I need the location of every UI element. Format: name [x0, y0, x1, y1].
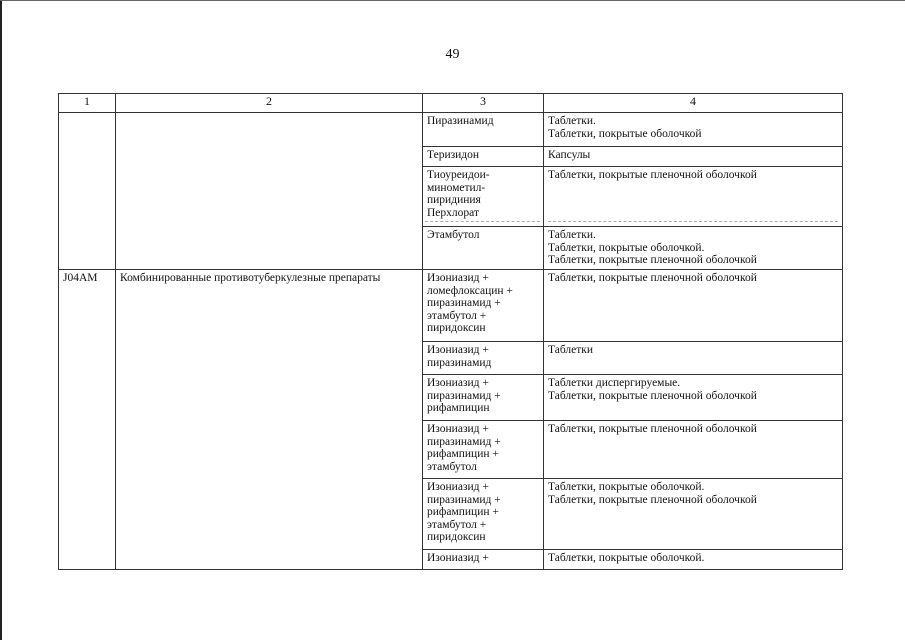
- column-header-1: 1: [59, 94, 116, 113]
- substance-cell: Изониазид + пиразинамид + рифампицин + этамбутол + пиридоксин: [423, 479, 544, 550]
- column-header-2: 2: [116, 94, 423, 113]
- substance-cell: Этамбутол: [423, 227, 544, 270]
- drug-table: [58, 93, 843, 570]
- dosage-form-cell: Таблетки. Таблетки, покрытые оболочкой: [544, 113, 843, 147]
- dosage-form-cell: Таблетки, покрытые пленочной оболочкой: [544, 167, 843, 227]
- dosage-form-cell: Таблетки. Таблетки, покрытые оболочкой. Таблетки, покрытые пленочной оболочкой: [544, 227, 843, 270]
- atc-code-cell: J04AM: [59, 270, 116, 570]
- substance-cell: Изониазид + пиразинамид + рифампицин + этамбутол: [423, 421, 544, 479]
- scan-artifact-line: [425, 221, 540, 222]
- page-number: 49: [445, 47, 460, 62]
- column-header-4: 4: [544, 94, 843, 113]
- atc-code-cell: [59, 113, 116, 270]
- substance-cell: Пиразинамид: [423, 113, 544, 147]
- table-row: [59, 113, 843, 147]
- dosage-form-cell: Таблетки, покрытые пленочной оболочкой: [544, 270, 843, 342]
- dosage-form-cell: Таблетки, покрытые оболочкой.: [544, 550, 843, 570]
- scan-border-top: [0, 0, 905, 1]
- scan-border-left: [0, 0, 2, 640]
- dosage-form-cell: Таблетки: [544, 342, 843, 375]
- dosage-form-cell: Капсулы: [544, 147, 843, 167]
- table-row: [59, 270, 843, 342]
- column-header-3: 3: [423, 94, 544, 113]
- dosage-form-cell: Таблетки, покрытые пленочной оболочкой: [544, 421, 843, 479]
- substance-cell: Тиоуреидои- минометил- пиридиния Перхлорат: [423, 167, 544, 227]
- substance-cell: Теризидон: [423, 147, 544, 167]
- drug-group-cell: Комбинированные противотуберкулезные препараты: [116, 270, 423, 570]
- substance-cell: Изониазид + пиразинамид: [423, 342, 544, 375]
- table-header-row: [59, 94, 843, 113]
- substance-cell: Изониазид + ломефлоксацин + пиразинамид + этамбутол + пиридоксин: [423, 270, 544, 342]
- scan-artifact-line: [548, 221, 838, 222]
- substance-cell: Изониазид +: [423, 550, 544, 570]
- drug-group-cell: [116, 113, 423, 270]
- dosage-form-cell: Таблетки, покрытые оболочкой. Таблетки, покрытые пленочной оболочкой: [544, 479, 843, 550]
- dosage-form-cell: Таблетки диспергируемые. Таблетки, покрытые пленочной оболочкой: [544, 375, 843, 421]
- substance-cell: Изониазид + пиразинамид + рифампицин: [423, 375, 544, 421]
